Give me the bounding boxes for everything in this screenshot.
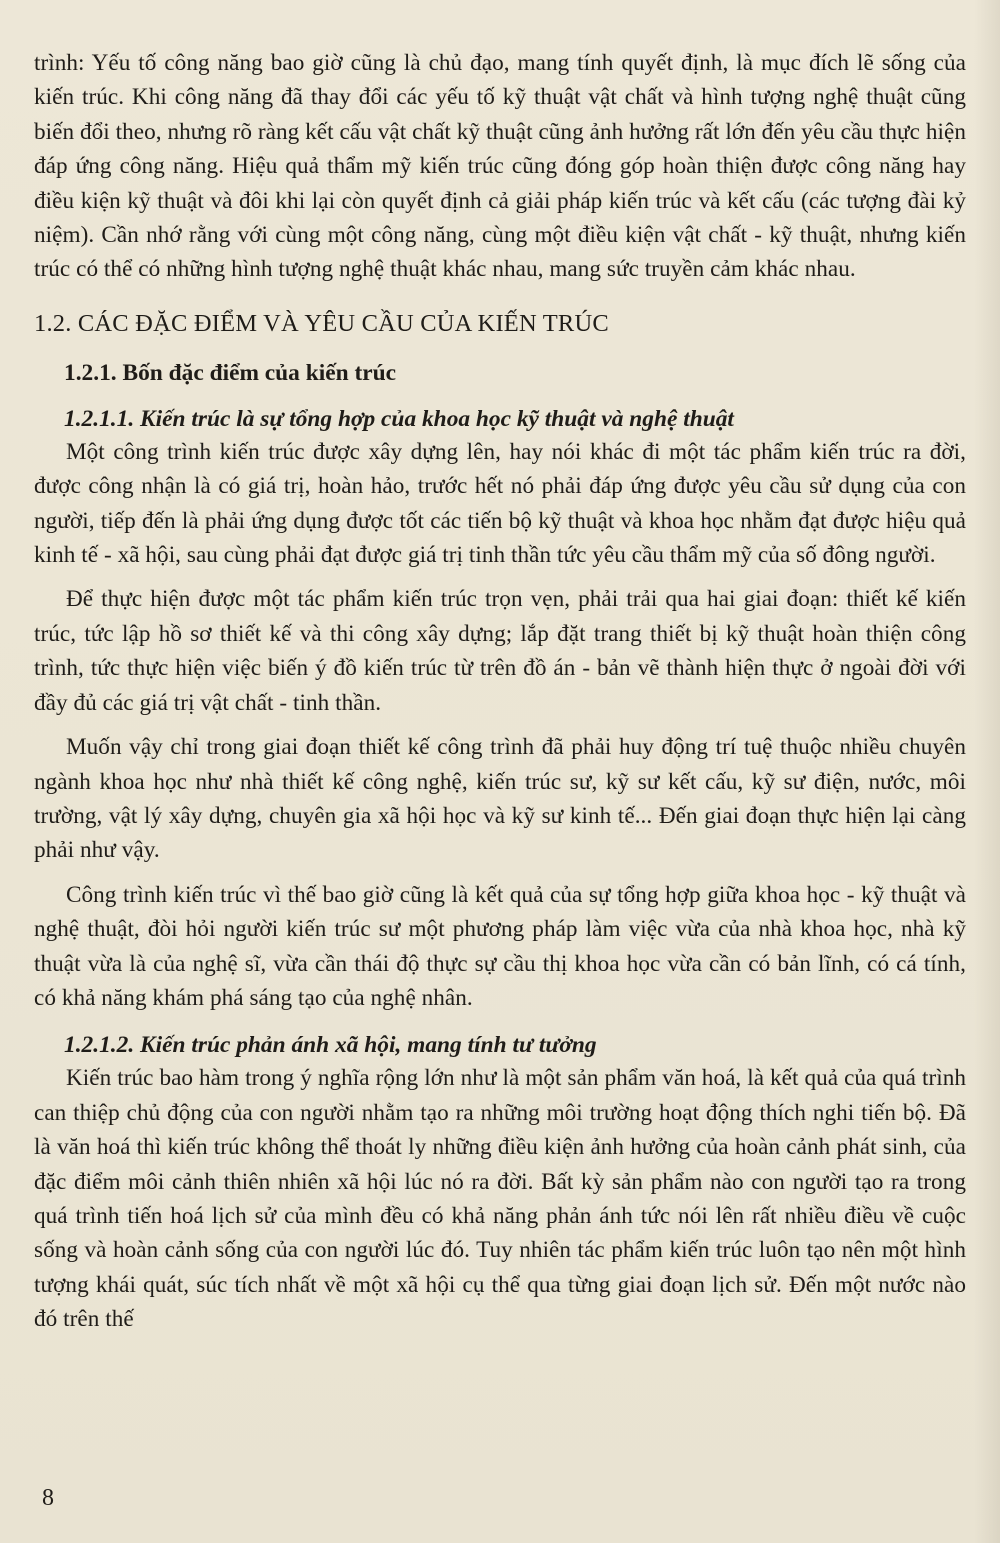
subsubsection-heading-1: 1.2.1.1. Kiến trúc là sự tổng hợp của khoa học kỹ thuật và nghệ thuật xyxy=(64,405,734,432)
subsubsection-heading-2: 1.2.1.2. Kiến trúc phản ánh xã hội, mang tính tư tưởng xyxy=(64,1032,597,1059)
section-heading: 1.2. CÁC ĐẶC ĐIỂM VÀ YÊU CẦU CỦA KIẾN TRÚC xyxy=(34,309,609,337)
page-edge-shadow xyxy=(974,0,1000,1543)
page-number: 8 xyxy=(42,1485,54,1511)
paragraph: Muốn vậy chỉ trong giai đoạn thiết kế công trình đã phải huy động trí tuệ thuộc nhiều chuyên ngành khoa học như nhà thiết kế công nghệ, kiến trúc sư, kỹ sư kết cấu, kỹ sư điện, nước, môi trường, vật lý xây dựng, chuyên gia xã hội học và kỹ sư kinh tế... Đến giai đoạn thực hiện lại càng phải như vậy. xyxy=(34,734,966,864)
paragraph: Công trình kiến trúc vì thế bao giờ cũng là kết quả của sự tổng hợp giữa khoa học - kỹ thuật và nghệ thuật, đòi hỏi người kiến trúc sư một phương pháp làm việc vừa của nhà khoa học, nhà kỹ thuật vừa là của nghệ sĩ, vừa cần thái độ thực sự cầu thị khoa học vừa cần có bản lĩnh, có cá tính, có khả năng khám phá sáng tạo của nghệ nhân. xyxy=(34,881,966,1011)
paragraph: Một công trình kiến trúc được xây dựng lên, hay nói khác đi một tác phẩm kiến trúc ra đời, được công nhận là có giá trị, hoàn hảo, trước hết nó phải đáp ứng được yêu cầu sử dụng của con người, tiếp đến là phải ứng dụng được tốt các tiến bộ kỹ thuật và khoa học nhằm đạt được hiệu quả kinh tế - xã hội, sau cùng phải đạt được giá trị tinh thần tức yêu cầu thẩm mỹ của số đông người. xyxy=(34,438,966,569)
subsection-heading: 1.2.1. Bốn đặc điểm của kiến trúc xyxy=(64,359,397,386)
paragraph: Kiến trúc bao hàm trong ý nghĩa rộng lớn như là một sản phẩm văn hoá, là kết quả của quá trình can thiệp chủ động của con người nhằm tạo ra những môi trường hoạt động thích nghi tiến bộ. Đã là văn hoá thì kiến trúc không thể thoát ly những điều kiện ảnh hưởng của hoàn cảnh phát sinh, của đặc điểm môi cảnh thiên nhiên xã hội lúc nó ra đời. Bất kỳ sản phẩm nào con người tạo ra trong quá trình tiến hoá lịch sử của mình đều có khả năng phản ánh tức nói lên rất nhiều điều về cuộc sống và hoàn cảnh sống của con người lúc đó. Tuy nhiên tác phẩm kiến trúc luôn tạo nên một hình tượng khái quát, súc tích nhất về một xã hội cụ thể qua từng giai đoạn lịch sử. Đến một nước nào đó trên thế xyxy=(34,1065,966,1333)
paragraph: Để thực hiện được một tác phẩm kiến trúc trọn vẹn, phải trải qua hai giai đoạn: thiết kế kiến trúc, tức lập hồ sơ thiết kế và thi công xây dựng; lắp đặt trang thiết bị kỹ thuật hoàn thiện công trình, tức thực hiện việc biến ý đồ kiến trúc từ trên đồ án - bản vẽ thành hiện thực ở ngoài đời với đầy đủ các giá trị vật chất - tinh thần. xyxy=(34,586,966,716)
paragraph-continuation: trình: Yếu tố công năng bao giờ cũng là chủ đạo, mang tính quyết định, là mục đích lẽ sống của kiến trúc. Khi công năng đã thay đổi các yếu tố kỹ thuật vật chất và hình tượng nghệ thuật cũng biến đổi theo, nhưng rõ ràng kết cấu vật chất kỹ thuật cũng ảnh hưởng rất lớn đến yêu cầu thực hiện đáp ứng công năng. Hiệu quả thẩm mỹ kiến trúc cũng đóng góp hoàn thiện được công năng hay điều kiện kỹ thuật và đôi khi lại còn quyết định cả giải pháp kiến trúc và kết cấu (các tượng đài kỷ niệm). Cần nhớ rằng với cùng một công năng, cùng một điều kiện vật chất - kỹ thuật, nhưng kiến trúc có thể có những hình tượng nghệ thuật khác nhau, mang sức truyền cảm khác nhau. xyxy=(34,50,966,283)
